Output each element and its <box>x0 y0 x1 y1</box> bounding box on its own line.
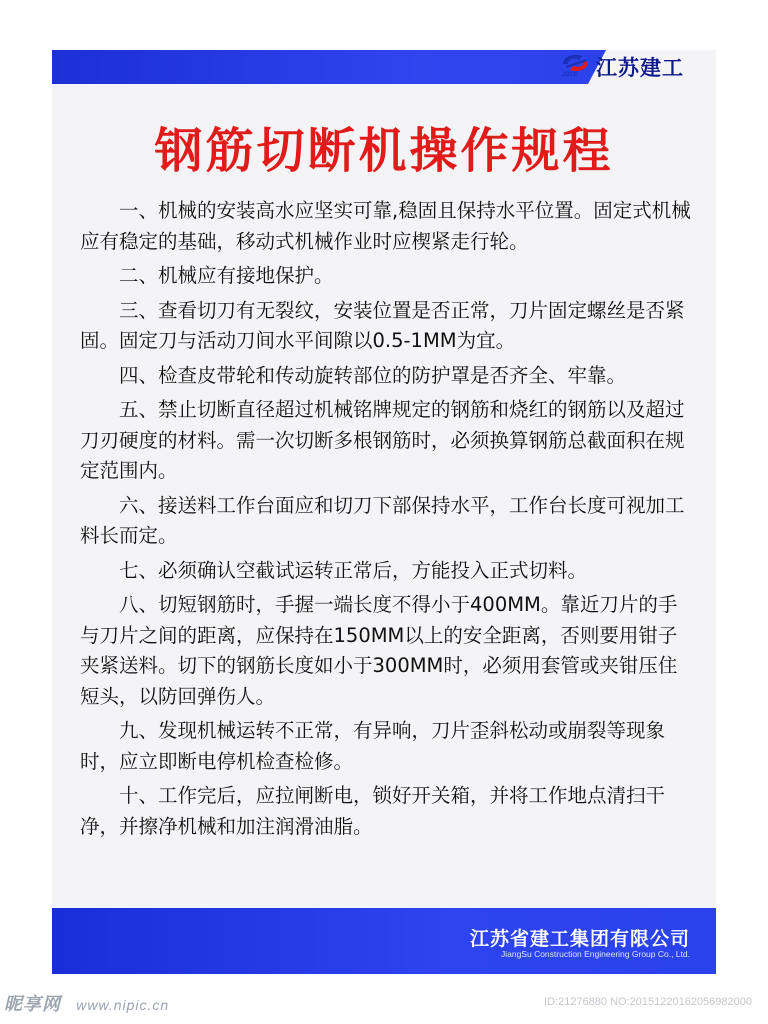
rule-9: 九、发现机械运转不正常，有异响，刀片歪斜松动或崩裂等现象时，应立即断电停机检查检修。 <box>80 719 666 773</box>
rule-3: 三、查看切刀有无裂纹，安装位置是否正常，刀片固定螺丝是否紧固。固定刀与活动刀间水平间隙以0.5-1MM为宜。 <box>80 298 685 352</box>
rules-list <box>80 196 692 846</box>
rule-7: 七、必须确认空截试运转正常后，方能投入正式切料。 <box>119 558 588 582</box>
company-name-en: JiangSu Construction Engineering Group Co., Ltd. <box>500 949 690 959</box>
rule-10: 十、工作完后，应拉闸断电，锁好开关箱，并将工作地点清扫干净，并擦净机械和加注润滑油脂。 <box>80 784 666 838</box>
rule-1: 一、机械的安装高水应坚实可靠,稳固且保持水平位置。固定式机械应有稳定的基础，移动式机械作业时应楔紧走行轮。 <box>80 199 691 253</box>
watermark-site-name: 昵享网 <box>4 994 61 1015</box>
watermark-site <box>4 990 169 1016</box>
jsce-logo-icon <box>560 52 592 82</box>
watermark-url: www.nipic.cn <box>76 997 170 1013</box>
rule-2: 二、机械应有接地保护。 <box>119 264 334 287</box>
logo-abbr: JSCE <box>562 72 578 78</box>
footer-bar <box>52 908 716 974</box>
rule-8: 八、切短钢筋时，手握一端长度不得小于400MM。靠近刀片的手与刀片之间的距离，应保持在150MM以上的安全距离，否则要用钳子夹紧送料。切下的钢筋长度如小于300MM时，必须用套管或夹钳压住短头，以防回弹伤人。 <box>80 593 678 708</box>
rule-4: 四、检查皮带轮和传动旋转部位的防护罩是否齐全、牢靠。 <box>119 363 627 387</box>
logo-text: 江苏建工 <box>596 56 684 80</box>
rule-5: 五、禁止切断直径超过机械铭牌规定的钢筋和烧红的钢筋以及超过刀刃硬度的材料。需一次切断多根钢筋时，必须换算钢筋总截面积在规定范围内。 <box>80 398 685 482</box>
company-name-cn: 江苏省建工集团有限公司 <box>469 928 690 950</box>
company-logo <box>560 52 684 82</box>
rule-6: 六、接送料工作台面应和切刀下部保持水平，工作台长度可视加工料长而定。 <box>80 493 685 547</box>
watermark-id: ID:21276880 NO:20151220162056982000 <box>544 996 752 1008</box>
page-title: 钢筋切断机操作规程 <box>154 123 614 179</box>
